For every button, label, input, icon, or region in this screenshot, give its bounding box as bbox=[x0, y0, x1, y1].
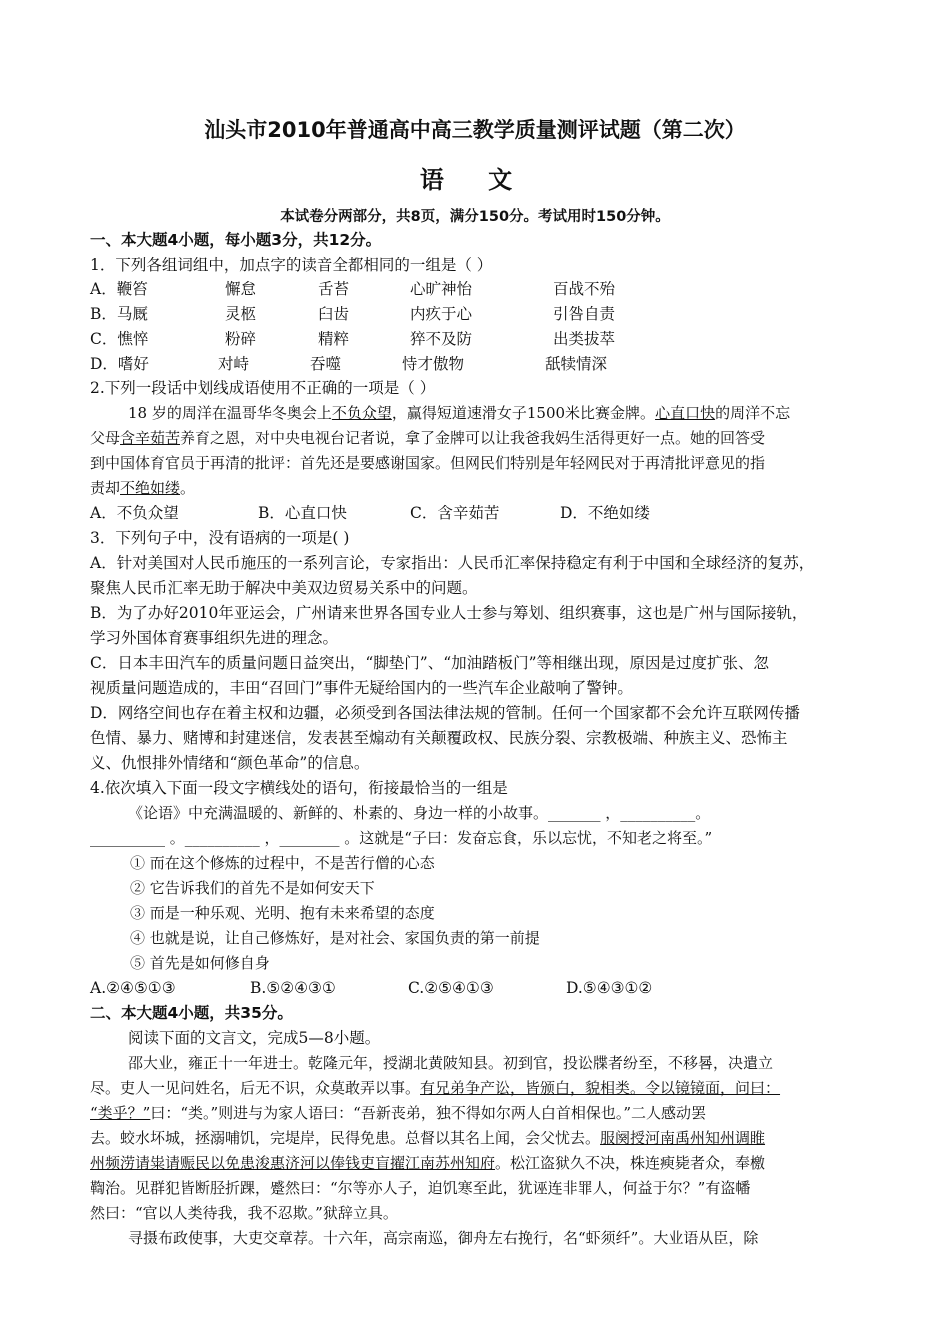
q2-idiom-3: 含辛茹苦 bbox=[120, 429, 181, 447]
q4-item-3: ③ 而是一种乐观、光明、抱有未来希望的态度 bbox=[130, 904, 435, 922]
q1-d-2: 对峙 bbox=[218, 355, 250, 373]
passage-text: 尽。吏人一见问姓名，后无不识，众莫敢弄以事。 bbox=[90, 1079, 421, 1097]
q3-stem: 3．下列句子中，没有语病的一项是( ) bbox=[90, 529, 350, 547]
passage-underlined: 州频涝请粜请赈民以免患浚惠济河以俸钱吏盲擢江南苏州知府 bbox=[90, 1154, 496, 1172]
q2-text: 父母 bbox=[90, 429, 121, 447]
q1-a-1: A．鞭笞 bbox=[90, 280, 148, 298]
passage-line bbox=[90, 1153, 765, 1173]
q3-line: B．为了办好2010年亚运会，广州请来世界各国专业人士参与筹划、组织赛事，这也是广州与国际接轨， bbox=[90, 604, 808, 622]
q1-b-1: B．马厩 bbox=[90, 305, 148, 323]
q4-passage-line1: 《论语》中充满温暖的、新鲜的、朴素的、身边一样的小故事。_______ ，__________。 bbox=[128, 804, 711, 822]
passage-line: 鞫治。见群犯皆断胫折踝，蹙然曰：“尔等亦人子，迫饥寒至此，犹诬连非罪人，何益于尔？”有盗幡 bbox=[90, 1179, 751, 1197]
passage-text: 曰：“类。”则进与为家人语曰：“吾新丧弟，独不得如尔两人白首相保也。”二人感动罢 bbox=[150, 1104, 707, 1122]
passage-text: 。松江盗狱久不决，株连瘐毙者众，奉檄 bbox=[495, 1154, 766, 1172]
q2-stem: 2.下列一段话中划线成语使用不正确的一项是（ ） bbox=[90, 379, 436, 397]
q2-passage-line2 bbox=[90, 428, 765, 448]
q3-line: 学习外国体育赛事组织先进的理念。 bbox=[90, 629, 339, 647]
q1-c-5: 出类拔萃 bbox=[553, 330, 616, 348]
q2-text: ，赢得短道速滑女子1500米比赛金牌。 bbox=[391, 404, 656, 422]
passage-line: 邵大业，雍正十一年进士。乾隆元年，授湖北黄陂知县。初到官，投讼牒者纷至，不移晷，决遣立 bbox=[128, 1054, 774, 1072]
q3-line: A．针对美国对人民币施压的一系列言论，专家指出：人民币汇率保持稳定有利于中国和全球经济的复苏， bbox=[90, 554, 815, 572]
q4-item-5: ⑤ 首先是如何修自身 bbox=[130, 954, 270, 972]
passage-underlined: 有兄弟争产讼，皆颁白，貌相类。令以镜镜面，问曰： bbox=[420, 1079, 781, 1097]
q4-item-4: ④ 也就是说，让自己修炼好，是对社会、家国负责的第一前提 bbox=[130, 929, 540, 947]
q1-c-2: 粉碎 bbox=[225, 330, 257, 348]
subject-heading: 语 文 bbox=[419, 166, 531, 194]
q2-option-a: A．不负众望 bbox=[90, 504, 179, 522]
section1-heading: 一、本大题4小题，每小题3分，共12分。 bbox=[90, 231, 382, 249]
q1-a-2: 懈怠 bbox=[225, 280, 257, 298]
q4-item-2: ② 它告诉我们的首先不是如何安天下 bbox=[130, 879, 375, 897]
q1-d-1: D．嗜好 bbox=[90, 355, 149, 373]
section2-heading: 二、本大题4小题，共35分。 bbox=[90, 1004, 293, 1022]
q3-line: 色情、暴力、赌博和封建迷信，发表甚至煽动有关颠覆政权、民族分裂、宗教极端、种族主义、恐怖主 bbox=[90, 729, 788, 747]
passage-line: 寻摄布政使事，大吏交章荐。十六年，高宗南巡，御舟左右挽行，名“虾须纤”。大业语从臣，除 bbox=[128, 1229, 759, 1247]
q2-option-c: C．含辛茹苦 bbox=[410, 504, 500, 522]
q2-text: 的周洋不忘 bbox=[715, 404, 791, 422]
q2-passage-line1 bbox=[128, 403, 790, 423]
passage-text: 去。蛟水坏城，拯溺哺饥，完堤岸，民得免患。总督以其名上闻，会父忧去。 bbox=[90, 1129, 601, 1147]
q1-b-3: 臼齿 bbox=[318, 305, 350, 323]
passage-line bbox=[90, 1103, 706, 1123]
section2-intro: 阅读下面的文言文，完成5—8小题。 bbox=[128, 1029, 381, 1047]
q3-line: 聚焦人民币汇率无助于解决中美双边贸易关系中的问题。 bbox=[90, 579, 478, 597]
q3-line: 义、仇恨排外情绪和“颜色革命”的信息。 bbox=[90, 754, 370, 772]
q2-text: 。 bbox=[180, 479, 196, 497]
q2-text: 18 岁的周洋在温哥华冬奥会上 bbox=[128, 404, 332, 422]
passage-underlined: 服阕授河南禹州知州调睢 bbox=[600, 1129, 766, 1147]
q2-passage-line4 bbox=[90, 478, 195, 498]
q2-text: 养育之恩，对中央电视台记者说，拿了金牌可以让我爸我妈生活得更好一点。她的回答受 bbox=[180, 429, 766, 447]
q2-idiom-4: 不绝如缕 bbox=[120, 479, 181, 497]
q2-passage-line3: 到中国体育官员于再清的批评：首先还是要感谢国家。但网民们特别是年轻网民对于再清批评意见的指 bbox=[90, 454, 766, 472]
q4-option-d: D.⑤④③①② bbox=[566, 979, 653, 997]
q2-option-d: D．不绝如缕 bbox=[560, 504, 650, 522]
q1-a-3: 舌苔 bbox=[318, 280, 350, 298]
q1-c-4: 猝不及防 bbox=[410, 330, 473, 348]
q1-d-5: 舐犊情深 bbox=[545, 355, 608, 373]
q1-b-4: 内疚于心 bbox=[410, 305, 473, 323]
passage-line bbox=[90, 1078, 780, 1098]
q1-b-2: 灵柩 bbox=[225, 305, 257, 323]
q1-c-3: 精粹 bbox=[318, 330, 350, 348]
passage-line: 然曰：“官以人类待我，我不忍欺。”狱辞立具。 bbox=[90, 1204, 398, 1222]
q4-option-c: C.②⑤④①③ bbox=[408, 979, 494, 997]
q4-item-1: ① 而在这个修炼的过程中，不是苦行僧的心态 bbox=[130, 854, 435, 872]
q4-stem: 4.依次填入下面一段文字横线处的语句，衔接最恰当的一组是 bbox=[90, 779, 508, 797]
q4-option-a: A.②④⑤①③ bbox=[90, 979, 176, 997]
passage-underlined: “类乎？” bbox=[90, 1104, 151, 1122]
q3-line: D．网络空间也存在着主权和边疆，必须受到各国法律法规的管制。任何一个国家都不会允许互联网传播 bbox=[90, 704, 800, 722]
q2-text: 责却 bbox=[90, 479, 121, 497]
q1-d-3: 吞噬 bbox=[310, 355, 342, 373]
passage-line bbox=[90, 1128, 765, 1148]
q2-idiom-2: 心直口快 bbox=[655, 404, 716, 422]
q1-a-5: 百战不殆 bbox=[553, 280, 616, 298]
q1-d-4: 恃才傲物 bbox=[402, 355, 465, 373]
q2-option-b: B．心直口快 bbox=[258, 504, 347, 522]
exam-note: 本试卷分两部分，共8页，满分150分。考试用时150分钟。 bbox=[280, 209, 670, 225]
q1-a-4: 心旷神怡 bbox=[410, 280, 473, 298]
q1-c-1: C．憔悴 bbox=[90, 330, 149, 348]
exam-title: 汕头市2010年普通高中高三教学质量测评试题（第二次） bbox=[204, 118, 746, 142]
q2-idiom-1: 不负众望 bbox=[331, 404, 392, 422]
q3-line: C．日本丰田汽车的质量问题日益突出，“脚垫门”、“加油踏板门”等相继出现，原因是过度扩张、忽 bbox=[90, 654, 770, 672]
q3-line: 视质量问题造成的，丰田“召回门”事件无疑给国内的一些汽车企业敲响了警钟。 bbox=[90, 679, 633, 697]
q4-option-b: B.⑤②④③① bbox=[250, 979, 336, 997]
q1-b-5: 引咎自责 bbox=[553, 305, 616, 323]
q1-stem: 1．下列各组词组中，加点字的读音全都相同的一组是（ ） bbox=[90, 256, 493, 274]
q4-passage-line2: __________ 。__________ ，________ 。这就是“子曰：发奋忘食，乐以忘忧，不知老之将至。” bbox=[90, 829, 713, 847]
